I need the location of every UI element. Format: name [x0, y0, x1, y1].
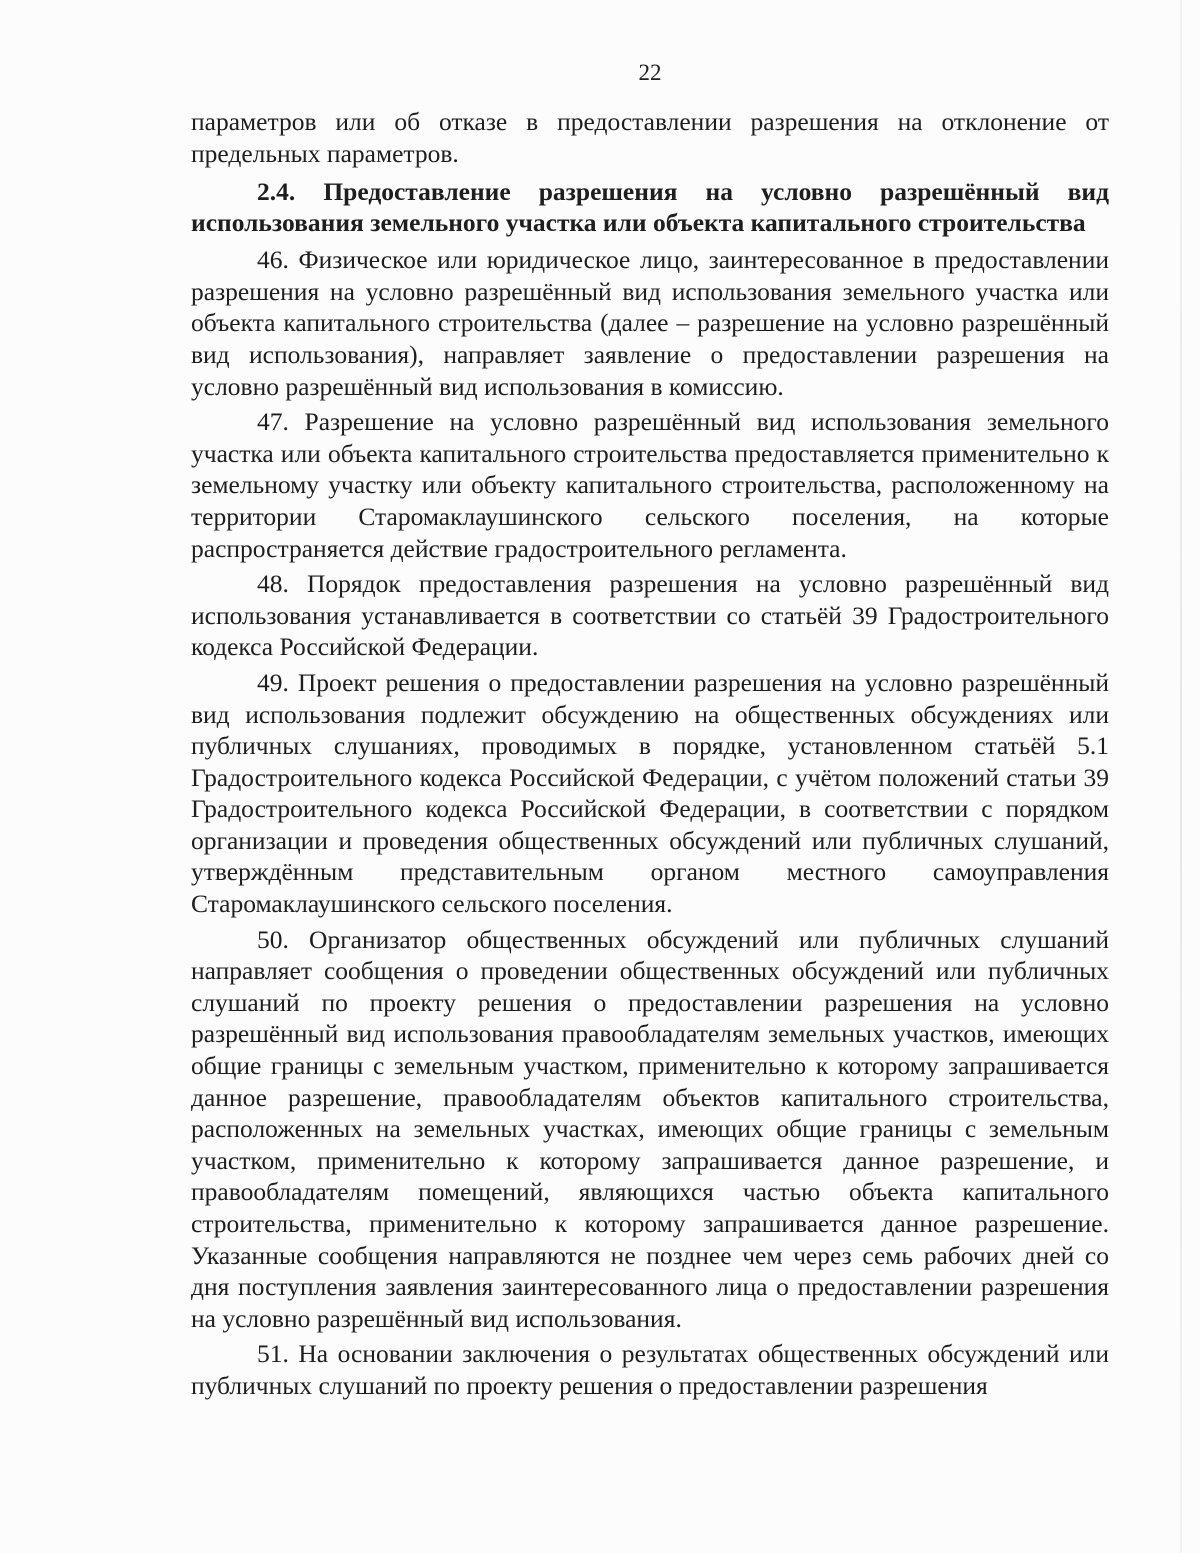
paragraph-item-50: 50. Организатор общественных обсуждений или публичных слушаний направляет сообщения о проведении общественных обсуждений или публичных слушаний по проекту решения о предоставлении разрешения на условно разрешённый вид использования правообладателям земельных участков, имеющих общие границы с земельным участком, применительно к которому запрашивается данное разрешение, правообладателям объектов капитального строительства, расположенных на земельных участках, имеющих общие границы с земельным участком, применительно к которому запрашивается данное разрешение, и правообладателям помещений, являющихся частью объекта капитального строительства, применительно к которому запрашивается данное разрешение. Указанные сообщения направляются не позднее чем через семь рабочих дней со дня поступления заявления заинтересованного лица о предоставлении разрешения на условно разрешённый вид использования.	[191, 924, 1109, 1333]
paragraph-item-51: 51. На основании заключения о результатах общественных обсуждений или публичных слушаний по проекту решения о предоставлении разрешения	[191, 1339, 1109, 1400]
scan-edge-shadow	[1180, 0, 1182, 1553]
paragraph-item-49: 49. Проект решения о предоставлении разрешения на условно разрешённый вид использования подлежит обсуждению на общественных обсуждениях или публичных слушаниях, проводимых в порядке, установленном статьёй 5.1 Градостроительного кодекса Российской Федерации, с учётом положений статьи 39 Градостроительного кодекса Российской Федерации, в соответствии с порядком организации и проведения общественных обсуждений или публичных слушаний, утверждённым представительным органом местного самоуправления Старомаклаушинского сельского поселения.	[191, 667, 1109, 919]
paragraph-item-46: 46. Физическое или юридическое лицо, заинтересованное в предоставлении разрешения на условно разрешённый вид использования земельного участка или объекта капитального строительства (далее – разрешение на условно разрешённый вид использования), направляет заявление о предоставлении разрешения на условно разрешённый вид использования в комиссию.	[191, 245, 1109, 401]
paragraph-item-48: 48. Порядок предоставления разрешения на условно разрешённый вид использования устанавливается в соответствии со статьёй 39 Градостроительного кодекса Российской Федерации.	[191, 569, 1109, 662]
document-body	[191, 106, 1109, 1402]
section-heading: 2.4. Предоставление разрешения на условно разрешённый вид использования земельного участка или объекта капитального строительства	[191, 177, 1109, 238]
page-number: 22	[638, 60, 662, 85]
paragraph-continuation: параметров или об отказе в предоставлении разрешения на отклонение от предельных параметров.	[191, 107, 1109, 168]
paragraph-item-47: 47. Разрешение на условно разрешённый вид использования земельного участка или объекта капитального строительства предоставляется применительно к земельному участку или объекту капитального строительства, расположенному на территории Старомаклаушинского сельского поселения, на которые распространяется действие градостроительного регламента.	[191, 407, 1109, 563]
